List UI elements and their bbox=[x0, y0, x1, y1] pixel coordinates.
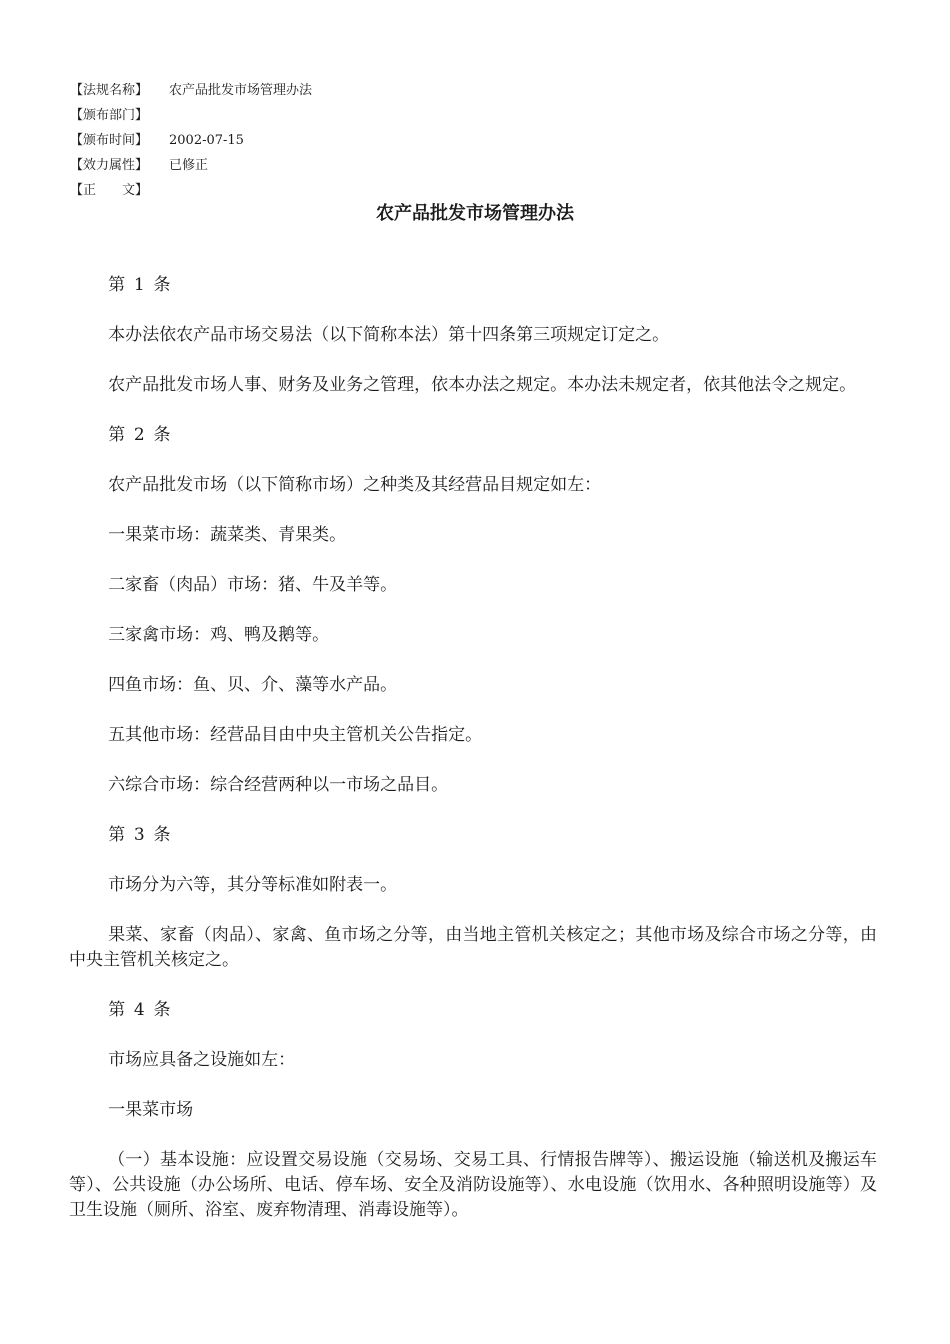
list-item: 二家畜（肉品）市场：猪、牛及羊等。 bbox=[108, 575, 398, 595]
list-item: 一果菜市场 bbox=[108, 1100, 194, 1120]
metadata-block bbox=[70, 78, 312, 203]
article-heading: 第 4 条 bbox=[108, 1000, 173, 1020]
meta-row-validity bbox=[70, 153, 312, 178]
meta-label: 【法规名称】 bbox=[70, 83, 149, 98]
list-item: 一果菜市场：蔬菜类、青果类。 bbox=[108, 525, 347, 545]
meta-label: 【正 文】 bbox=[70, 183, 149, 198]
meta-value: 2002-07-15 bbox=[169, 133, 244, 148]
meta-row-issuing-department bbox=[70, 103, 312, 128]
paragraph: 农产品批发市场人事、财务及业务之管理，依本办法之规定。本办法未规定者，依其他法令之规定。 bbox=[108, 375, 857, 395]
article-heading: 第 1 条 bbox=[108, 275, 173, 295]
meta-row-issue-date bbox=[70, 128, 312, 153]
meta-value: 已修正 bbox=[169, 158, 209, 173]
list-item: 五其他市场：经营品目由中央主管机关公告指定。 bbox=[108, 725, 483, 745]
meta-label: 【效力属性】 bbox=[70, 158, 149, 173]
paragraph: 农产品批发市场（以下简称市场）之种类及其经营品目规定如左： bbox=[108, 475, 602, 495]
list-item: 六综合市场：综合经营两种以一市场之品目。 bbox=[108, 775, 449, 795]
paragraph: （一）基本设施：应设置交易设施（交易场、交易工具、行情报告牌等）、搬运设施（输送机及搬运车等）、公共设施（办公场所、电话、停车场、安全及消防设施等）、水电设施（饮用水、各种照明设施等）及卫生设施（厕所、浴室、废弃物清理、消毒设施等）。 bbox=[69, 1150, 877, 1220]
meta-value: 农产品批发市场管理办法 bbox=[169, 83, 313, 98]
document-body bbox=[69, 273, 877, 1248]
paragraph: 本办法依农产品市场交易法（以下简称本法）第十四条第三项规定订定之。 bbox=[108, 325, 670, 345]
meta-row-law-name bbox=[70, 78, 312, 103]
list-item: 三家禽市场：鸡、鸭及鹅等。 bbox=[108, 625, 330, 645]
paragraph: 市场应具备之设施如左： bbox=[108, 1050, 296, 1070]
meta-label: 【颁布部门】 bbox=[70, 108, 149, 123]
paragraph: 市场分为六等，其分等标准如附表一。 bbox=[108, 875, 398, 895]
paragraph: 果菜、家畜（肉品）、家禽、鱼市场之分等，由当地主管机关核定之；其他市场及综合市场之分等，由中央主管机关核定之。 bbox=[69, 925, 877, 970]
list-item: 四鱼市场：鱼、贝、介、藻等水产品。 bbox=[108, 675, 398, 695]
meta-label: 【颁布时间】 bbox=[70, 133, 149, 148]
article-heading: 第 3 条 bbox=[108, 825, 173, 845]
article-heading: 第 2 条 bbox=[108, 425, 173, 445]
document-title: 农产品批发市场管理办法 bbox=[376, 203, 574, 224]
